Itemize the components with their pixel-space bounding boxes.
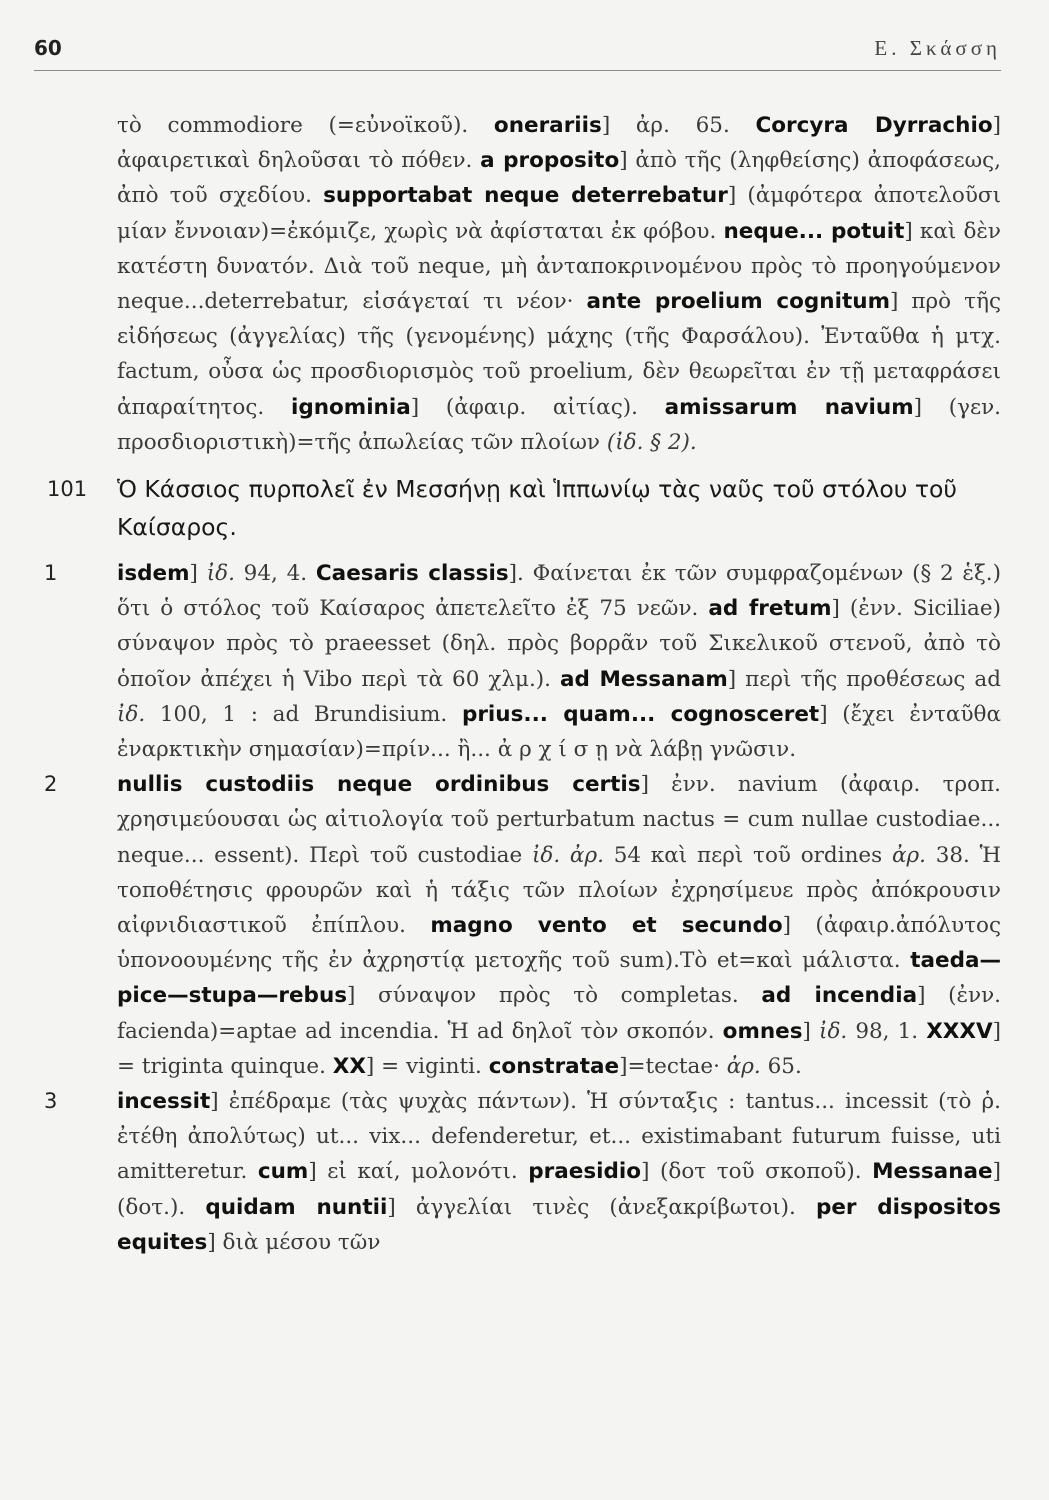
commentary-text: ] ἀρ. 65. (601, 113, 756, 138)
commentary-text: 98, 1. (847, 1018, 927, 1044)
citation: ἰδ. ἀρ. (531, 842, 604, 868)
commentary-text: ] σύναψον πρὸς τὸ completas. (347, 983, 762, 1009)
commentary-text: ]=tectae· (619, 1053, 727, 1079)
subsection-text (117, 556, 1001, 767)
lemma: supportabat neque deterrebatur (323, 183, 728, 209)
commentary-text: ] ἀφαιρετικαὶ δηλοῦσαι τὸ πόθεν. (117, 113, 1002, 174)
subsection-text (117, 767, 1001, 1084)
running-head: Ε. Σκάσση (874, 36, 1001, 60)
lemma: Messanae (872, 1159, 993, 1185)
lemma: XX (332, 1053, 366, 1079)
commentary-text: ] (802, 1018, 820, 1044)
commentary-text: ] ἐπέδραμε (τὰς ψυχὰς πάντων). Ἡ σύνταξις : tantus... incessit (τὸ ῥ. ἐτέθη ἀπολύτως) ut... vix... defenderetur, et... existimabant futurum fuisse, uti amitteretur. (117, 1089, 1001, 1185)
lemma: quidam nuntii (205, 1194, 388, 1220)
commentary-text: 100, 1 : ad Brundisium. (145, 701, 462, 727)
commentary-text: ] (ἔχει ἐνταῦθα ἐναρκτικὴν σημασίαν)=πρίν... ἢ... ἀ ρ χ ί σ ῃ νὰ λάβῃ γνῶσιν. (117, 701, 1001, 763)
commentary-text: ] καὶ δὲν κατέστη δυνατόν. Διὰ τοῦ neque, μὴ ἀνταποκρινομένου πρὸς τὸ προηγούμενον neque...deterrebatur, εἰσάγεταί τι νέον· (117, 218, 1002, 315)
lemma: nullis custodiis neque ordinibus certis (117, 772, 641, 798)
commentary-text: ]. Φαίνεται ἐκ τῶν συμφραζομένων (§ 2 ἑξ.) ὅτι ὁ στόλος τοῦ Καίσαρος ἀπετελεῖτο ἐξ 75 νεῶν. (117, 561, 1002, 622)
commentary-body (44, 108, 1002, 1260)
commentary-text: ] = triginta quinque. (117, 1018, 1001, 1079)
commentary-text: ] ἀγγελίαι τινὲς (ἀνεξακρίβωτοι). (387, 1194, 816, 1220)
lemma: prius... quam... cognosceret (461, 701, 820, 727)
subsection-3 (44, 1084, 1002, 1260)
section-number: 101 (47, 477, 88, 502)
subsection-2 (44, 767, 1002, 1084)
lemma: XXXV (926, 1018, 993, 1044)
commentary-text: ] (ἐνν. Siciliae) σύναψον πρὸς τὸ praeesset (δηλ. πρὸς βορρᾶν τοῦ Σικελικοῦ στενοῦ, ἀπὸ τὸ ὁποῖον ἀπέχει ἡ Vibo περὶ τὰ 60 χλμ.). (117, 596, 1001, 692)
commentary-text: ] (ἀμφότερα ἀποτελοῦσι μίαν ἔννοιαν)=ἐκόμιζε, χωρὶς νὰ ἀφίσταται ἐκ φόβου. (117, 183, 1002, 244)
section-title: Ὁ Κάσσιος πυρπολεῖ ἐν Μεσσήνῃ καὶ Ἱππωνίῳ τὰς ναῦς τοῦ στόλου τοῦ Καίσαρος. (117, 475, 957, 542)
subsection-number: 1 (44, 561, 58, 586)
subsection-text (117, 1084, 1001, 1260)
commentary-text: ] (γεν. προσδιοριστικὴ)=τῆς ἀπωλείας τῶν πλοίων (117, 394, 1001, 455)
commentary-text: 94, 4. (234, 561, 316, 587)
lemma: amissarum navium (664, 394, 914, 420)
lemma: ad incendia (761, 983, 918, 1009)
commentary-text: ] εἰ καί, μολονότι. (308, 1159, 529, 1185)
page-header (34, 34, 1001, 71)
commentary-text: ] πρὸ τῆς εἰδήσεως (ἀγγελίας) τῆς (γενομένης) μάχης (τῆς Φαρσάλου). Ἐνταῦθα ἡ μτχ. factum, οὖσα ὡς προσδιορισμὸς τοῦ proelium, δὲν θεωρεῖται ἐν τῇ μεταφράσει ἀπαραίτητος. (117, 289, 1001, 420)
commentary-text: ] (δοτ τοῦ σκοποῦ). (641, 1159, 873, 1185)
citation: ἰδ. (819, 1018, 848, 1044)
lemma: praesidio (528, 1159, 642, 1185)
commentary-text: ] (ἀφαιρ. αἰτίας). (410, 394, 665, 420)
lemma: Caesaris classis (315, 561, 509, 587)
lemma: cum (257, 1159, 309, 1185)
citation: ἀρ. (891, 842, 926, 868)
commentary-text: ] ἐνν. navium (ἀφαιρ. τροπ. χρησιμεύουσαι ὡς αἰτιολογία τοῦ perturbatum nactus = cum nullae custodiae... neque... essent). Περὶ τοῦ custodiae (117, 772, 1002, 868)
commentary-text: ] = viginti. (365, 1053, 489, 1079)
lemma: onerariis (493, 113, 602, 138)
subsection-number: 3 (44, 1089, 58, 1114)
lemma: isdem (117, 561, 190, 587)
commentary-text: ] περὶ τῆς προθέσεως ad (727, 666, 1001, 692)
citation: ἀρ. (726, 1053, 761, 1079)
lemma: magno vento et secundo (430, 913, 783, 939)
lemma: neque... potuit (723, 218, 905, 244)
commentary-text: τὸ commodiore (=εὐνοϊκοῦ). (117, 113, 494, 138)
lemma: per dispositos equites (117, 1194, 1002, 1255)
commentary-text: 54 καὶ περὶ τοῦ ordines (603, 842, 892, 868)
lemma: ante proelium cognitum (586, 289, 890, 315)
citation: (ἰδ. § 2). (606, 429, 697, 455)
commentary-text: ] (189, 561, 207, 587)
lemma: omnes (722, 1018, 803, 1044)
commentary-text: ] (ἀφαιρ.ἀπόλυτος ὑπονοουμένης τῆς ἐν ἀχρηστίᾳ μετοχῆς τοῦ sum).Τὸ et=καὶ μάλιστα. (117, 913, 1001, 974)
intro-paragraph (117, 108, 1001, 460)
lemma: ad fretum (708, 596, 832, 622)
citation: ἰδ. (206, 561, 235, 587)
subsection-1 (44, 556, 1002, 767)
lemma: ignominia (290, 394, 411, 420)
commentary-text: ] ἀπὸ τῆς (ληφθείσης) ἀποφάσεως, ἀπὸ τοῦ σχεδίου. (117, 148, 1001, 209)
section-heading (47, 470, 1001, 546)
lemma: Corcyra Dyrrachio (755, 113, 993, 138)
commentary-text: ] (ἐνν. facienda)=aptae ad incendia. Ἡ ad δηλοῖ τὸν σκοπόν. (117, 983, 1001, 1044)
commentary-text: 65. (760, 1053, 802, 1079)
commentary-text: ] διὰ μέσου τῶν (207, 1229, 381, 1255)
lemma: incessit (117, 1089, 211, 1115)
lemma: taeda—pice—stupa—rebus (117, 948, 1001, 1009)
lemma: constratae (488, 1053, 620, 1079)
page-number: 60 (34, 36, 62, 60)
commentary-text: 38. Ἡ τοποθέτησις φρουρῶν καὶ ἡ τάξις τῶν πλοίων ἐχρησίμευε πρὸς ἀπόκρουσιν αἰφνιδιαστικοῦ ἐπίπλου. (117, 842, 1001, 939)
lemma: a proposito (480, 148, 620, 174)
commentary-text: ](δοτ.). (117, 1159, 1001, 1220)
subsection-number: 2 (44, 772, 58, 797)
lemma: ad Messanam (559, 666, 728, 692)
citation: ἰδ. (117, 701, 146, 727)
